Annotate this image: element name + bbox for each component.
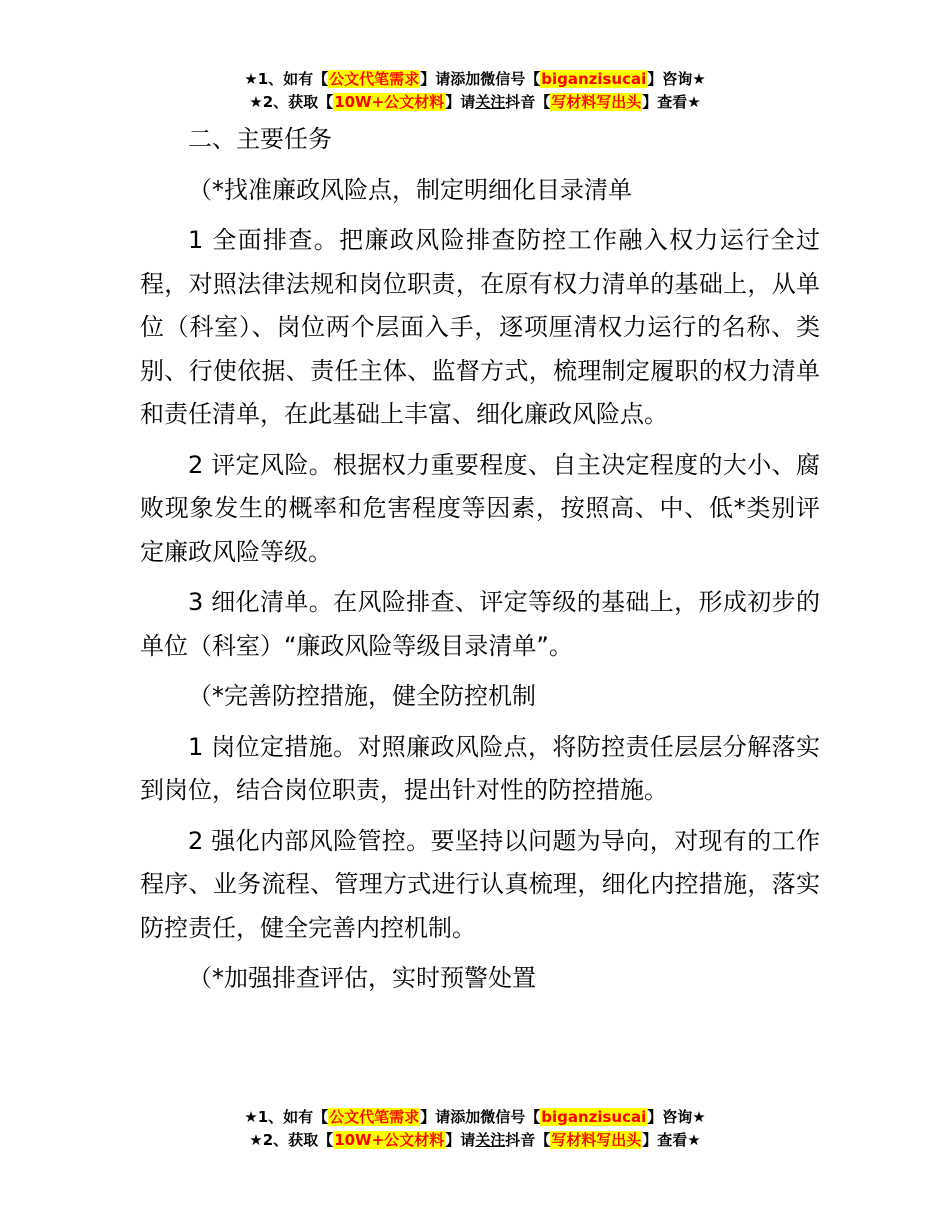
paragraph-assess-risk: 2 评定风险。根据权力重要程度、自主决定程度的大小、腐败现象发生的概率和危害程度等因素，按照高、中、低*类别评定廉政风险等级。 xyxy=(140,450,820,566)
banner-line-1 xyxy=(0,1106,950,1129)
footer-banner xyxy=(0,1106,950,1152)
subheading-2: （*完善防控措施，健全防控机制 xyxy=(188,682,536,710)
banner-line-2 xyxy=(0,91,950,114)
banner-text: 抖音【 xyxy=(505,1131,551,1149)
banner-text: 】查看★ xyxy=(642,93,701,111)
header-banner xyxy=(0,68,950,114)
document-body xyxy=(140,118,820,1008)
banner-text: 】请 xyxy=(445,1131,476,1149)
paragraph-full-review: 1 全面排查。把廉政风险排查防控工作融入权力运行全过程，对照法律法规和岗位职责，在原有权力清单的基础上，从单位（科室）、岗位两个层面入手，逐项厘清权力运行的名称、类别、行使依据、责任主体、监督方式，梳理制定履职的权力清单和责任清单，在此基础上丰富、细化廉政风险点。 xyxy=(140,226,820,428)
subheading-1: （*找准廉政风险点，制定明细化目录清单 xyxy=(188,175,632,204)
highlight-douyin-account: 写材料写出头 xyxy=(551,1131,642,1149)
highlight-materials: 10W+公文材料 xyxy=(334,93,445,111)
highlight-service: 公文代笔需求 xyxy=(329,1108,420,1126)
banner-text: ★2、获取【 xyxy=(249,1131,334,1149)
highlight-service: 公文代笔需求 xyxy=(329,70,420,88)
highlight-wechat-id: biganzisucai xyxy=(541,70,647,88)
banner-text: ★1、如有【 xyxy=(244,70,329,88)
section-title: 二、主要任务 xyxy=(188,125,332,153)
banner-text: 】请添加微信号【 xyxy=(420,70,541,88)
banner-text: 抖音【 xyxy=(505,93,551,111)
banner-text: ★2、获取【 xyxy=(249,93,334,111)
banner-text: 】请 xyxy=(445,93,476,111)
banner-text: 】查看★ xyxy=(642,1131,701,1149)
banner-text: 】请添加微信号【 xyxy=(420,1108,541,1126)
underlined-follow: 关注 xyxy=(475,1131,506,1149)
banner-line-2 xyxy=(0,1129,950,1152)
highlight-wechat-id: biganzisucai xyxy=(541,1108,647,1126)
highlight-materials: 10W+公文材料 xyxy=(334,1131,445,1149)
banner-line-1 xyxy=(0,68,950,91)
paragraph-refine-list: 3 细化清单。在风险排查、评定等级的基础上，形成初步的单位（科室）“廉政风险等级目录清单”。 xyxy=(140,588,820,660)
subheading-3: （*加强排查评估，实时预警处置 xyxy=(188,964,536,992)
underlined-follow: 关注 xyxy=(475,93,506,111)
banner-text: 】咨询★ xyxy=(647,1108,706,1126)
banner-text: 】咨询★ xyxy=(647,70,706,88)
paragraph-internal-control: 2 强化内部风险管控。要坚持以问题为导向，对现有的工作程序、业务流程、管理方式进行认真梳理，细化内控措施，落实防控责任，健全完善内控机制。 xyxy=(140,826,820,942)
highlight-douyin-account: 写材料写出头 xyxy=(551,93,642,111)
paragraph-post-measures: 1 岗位定措施。对照廉政风险点，将防控责任层层分解落实到岗位，结合岗位职责，提出针对性的防控措施。 xyxy=(140,732,820,804)
banner-text: ★1、如有【 xyxy=(244,1108,329,1126)
